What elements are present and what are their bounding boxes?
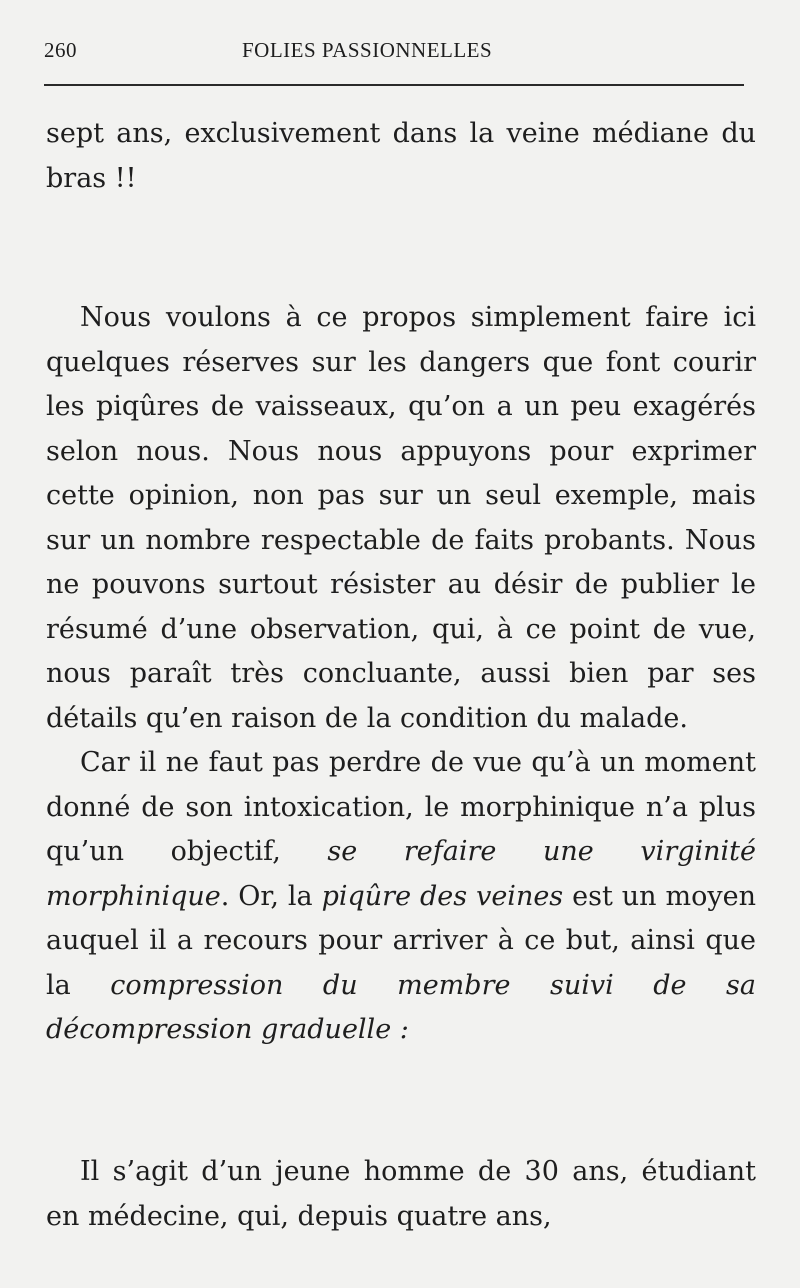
running-head — [44, 38, 744, 68]
paragraph-case: Il s’agit d’un jeune homme de 30 ans, étudiant en médecine, qui, depuis quatre ans, — [46, 1156, 756, 1232]
text-block-main — [46, 296, 756, 1053]
page-number: 260 — [44, 38, 77, 62]
paragraph-top: sept ans, exclusivement dans la veine médiane du bras !! — [46, 118, 756, 194]
italic-phrase-virginite: se refaire une virginité morphinique — [46, 836, 756, 912]
italic-phrase-piqure: piqûre des veines — [321, 880, 564, 912]
paragraph-main-2 — [46, 741, 756, 1053]
paragraph-main-1: Nous voulons à ce propos simplement faire ici quelques réserves sur les dangers que font courir les piqûres de vaisseaux, qu’on a un peu exagérés selon nous. Nous nous appuyons pour exprimer cette opinion, non pas sur un seul exemple, mais sur un nombre respectable de faits probants. Nous ne pouvons surtout résister au désir de publier le résumé d’une observation, qui, à ce point de vue, nous paraît très concluante, aussi bien par ses détails qu’en raison de la condition du malade. — [46, 302, 756, 734]
running-title: FOLIES PASSIONNELLES — [242, 38, 493, 62]
text-block-case — [46, 1150, 756, 1239]
paragraph-main-2-part3: est un moyen auquel il a recours pour arriver à ce but, ainsi que la — [46, 880, 756, 1001]
header-rule — [44, 84, 744, 86]
paragraph-main-2-part1: Car il ne faut pas perdre de vue qu’à un moment donné de son intoxication, le morphinique n’a plus qu’un objectif, — [46, 747, 756, 867]
text-block-top — [46, 112, 756, 201]
paragraph-main-2-part2: . Or, la — [220, 880, 322, 912]
italic-phrase-compression: compression du membre suivi de sa décompression graduelle : — [46, 969, 756, 1045]
